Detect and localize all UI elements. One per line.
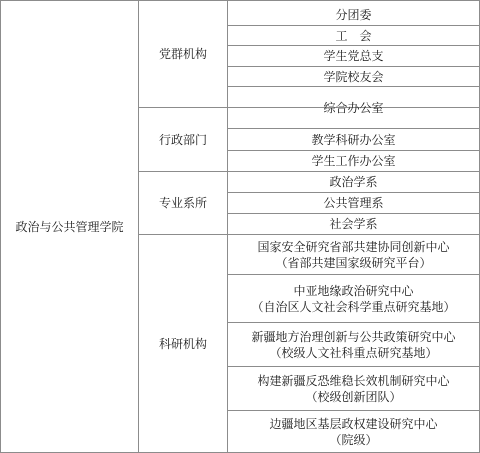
item-sociology-dept: 社会学系 [329,217,378,231]
item-youth-league: 分团委 [335,7,372,22]
group-administrative-departments: 行政部门 [158,132,207,147]
college-name: 政治与公共管理学院 [15,219,124,234]
group-research-institutions: 科研机构 [158,336,207,351]
item-research-center [228,235,479,274]
research-center-name: 构建新疆反恐维稳长效机制研究中心 [257,373,450,388]
group-party-organizations: 党群机构 [158,47,207,61]
research-center-name: 中亚地缘政治研究中心 [293,283,414,298]
item-general-office: 综合办公室 [323,100,384,115]
research-center-level: （省部共建国家级研究平台） [275,255,432,270]
research-center-name: 新疆地方治理创新与公共政策研究中心 [251,329,456,344]
item-alumni-association: 学院校友会 [323,69,384,84]
research-center-level: （校级创新团队） [305,389,402,404]
research-center-name: 边疆地区基层政权建设研究中心 [269,416,438,431]
research-center-name: 国家安全研究省部共建协同创新中心 [257,239,450,254]
research-center-level: （院级） [329,432,378,447]
item-labor-union: 工 会 [335,28,372,43]
research-center-level: （校级人文社科重点研究基地） [269,345,438,360]
item-student-party-branch: 学生党总支 [323,49,384,63]
item-research-center [228,411,479,452]
item-research-center [228,323,479,366]
item-student-affairs-office: 学生工作办公室 [311,154,396,168]
item-teaching-research-office: 教学科研办公室 [311,132,396,147]
group-academic-departments: 专业系所 [158,196,207,210]
item-public-management-dept: 公共管理系 [323,196,384,210]
item-research-center [228,275,479,322]
item-research-center [228,367,479,410]
item-political-science-dept: 政治学系 [329,175,378,189]
research-center-level: （自治区人文社会科学重点研究基地） [251,299,456,314]
